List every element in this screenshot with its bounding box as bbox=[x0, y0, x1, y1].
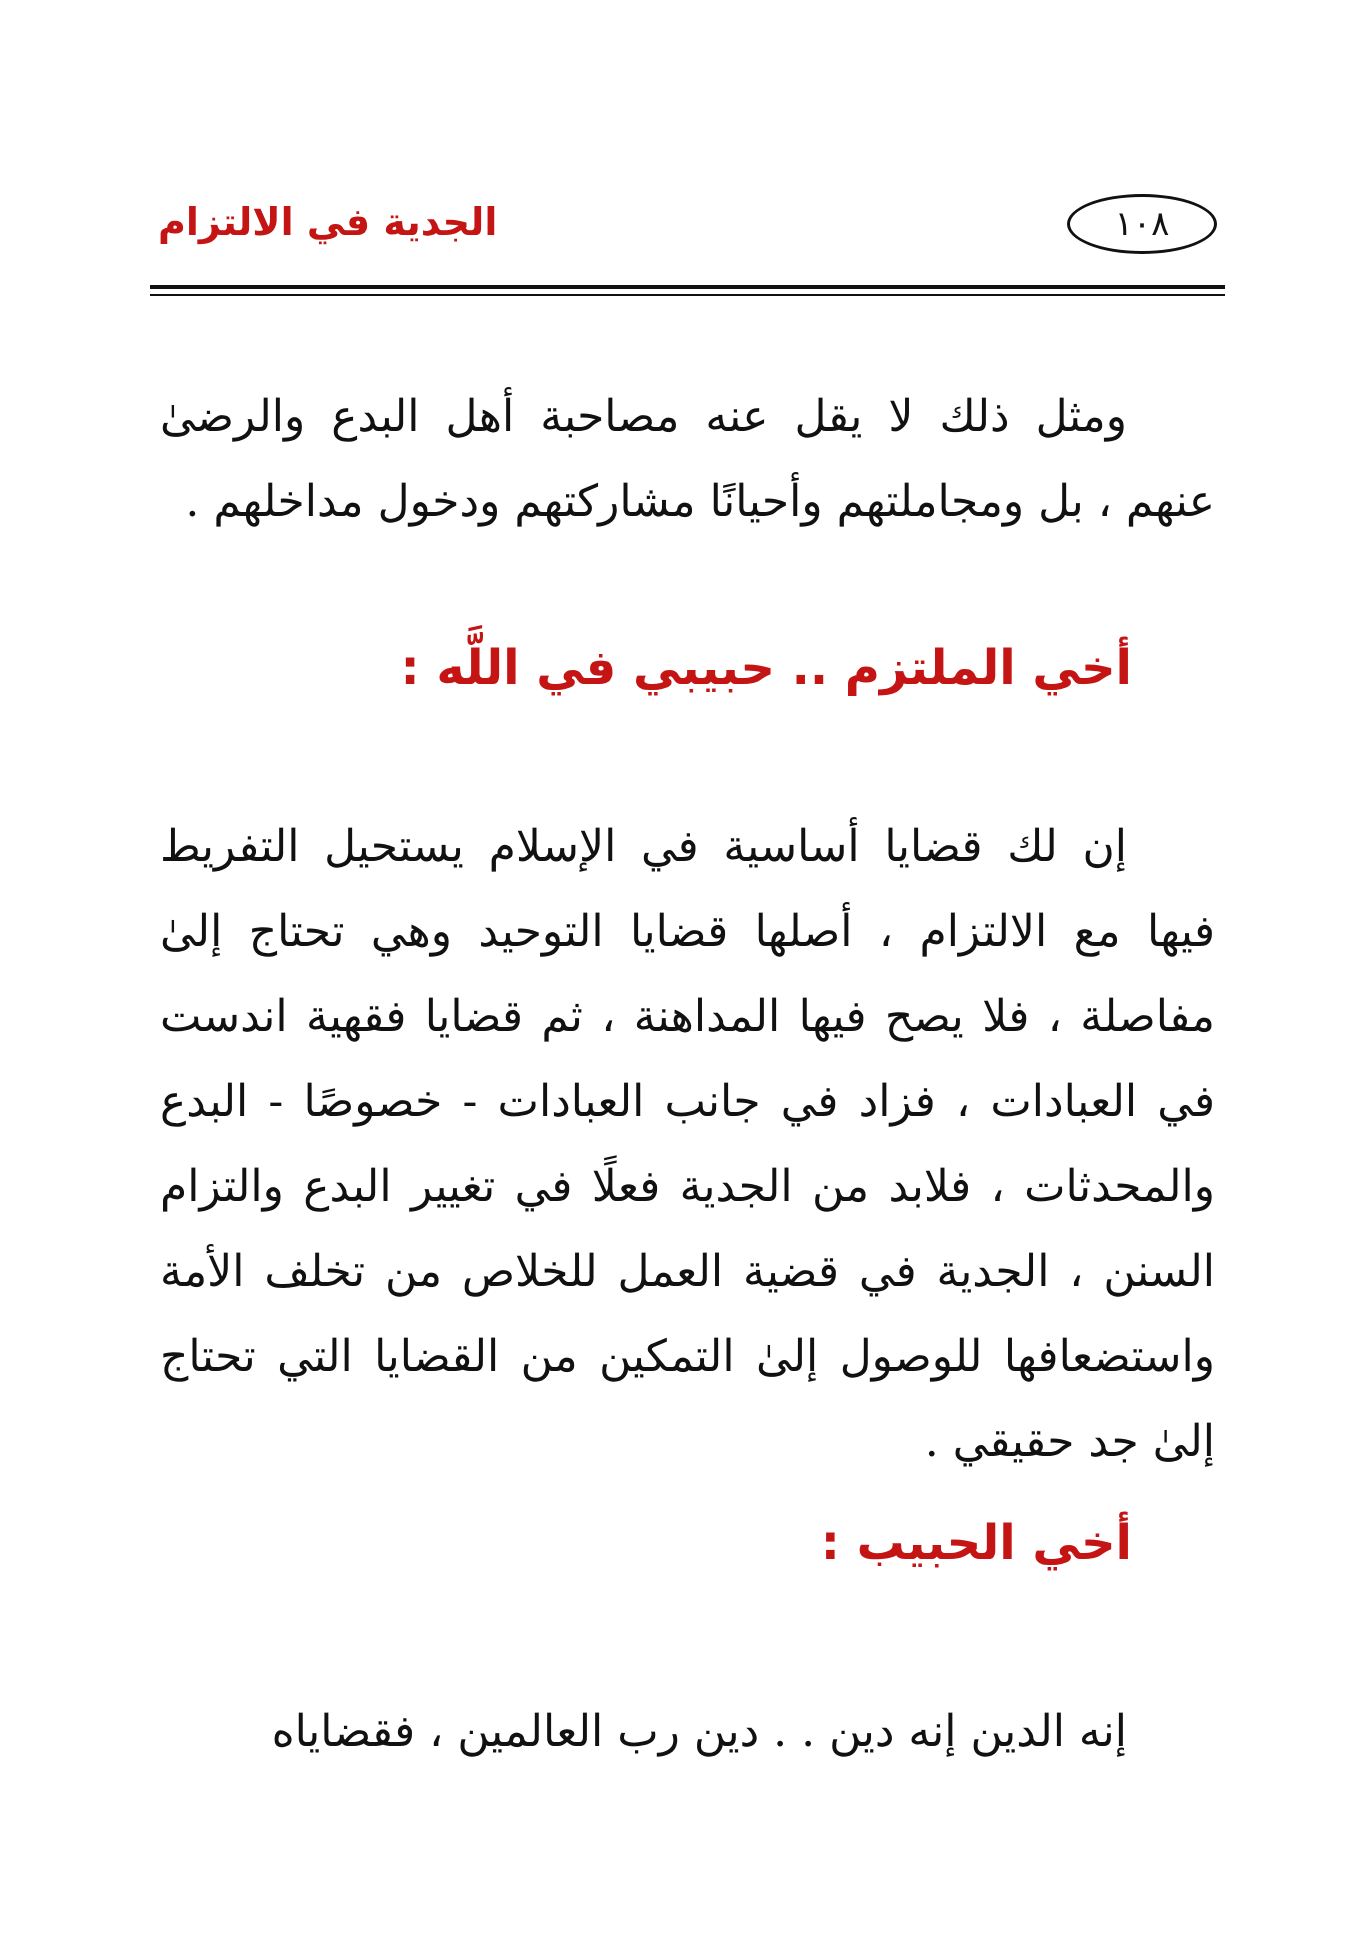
paragraph-1: ومثل ذلك لا يقل عنه مصاحبة أهل البدع والرضىٰ عنهم ، بل ومجاملتهم وأحيانًا مشاركتهم ودخول مداخلهم . bbox=[160, 391, 1215, 527]
paragraph-2: إن لك قضايا أساسية في الإسلام يستحيل التفريط فيها مع الالتزام ، أصلها قضايا التوحيد وهي تحتاج إلىٰ مفاصلة ، فلا يصح فيها المداهنة ، ثم قضايا فقهية اندست في العبادات ، فزاد في جانب العبادات - خصوصًا - البدع والمحدثات ، فلابد من الجدية فعلًا في تغيير البدع والتزام السنن ، الجدية في قضية العمل للخلاص من تخلف الأمة واستضعافها للوصول إلىٰ التمكين من القضايا التي تحتاج إلىٰ جد حقيقي . bbox=[160, 821, 1215, 1467]
header-rule-thick bbox=[150, 285, 1225, 289]
page-number: ١٠٨ bbox=[1067, 194, 1217, 254]
header-rule-thin bbox=[150, 294, 1225, 296]
page-header bbox=[150, 190, 1225, 275]
section-heading-2: أخي الحبيب : bbox=[820, 1515, 1132, 1571]
paragraph-3: إنه الدين إنه دين . . دين رب العالمين ، فقضاياه bbox=[271, 1706, 1127, 1757]
section-heading-1: أخي الملتزم .. حبيبي في اللَّه : bbox=[400, 640, 1132, 696]
running-title: الجدية في الالتزام bbox=[158, 200, 498, 244]
